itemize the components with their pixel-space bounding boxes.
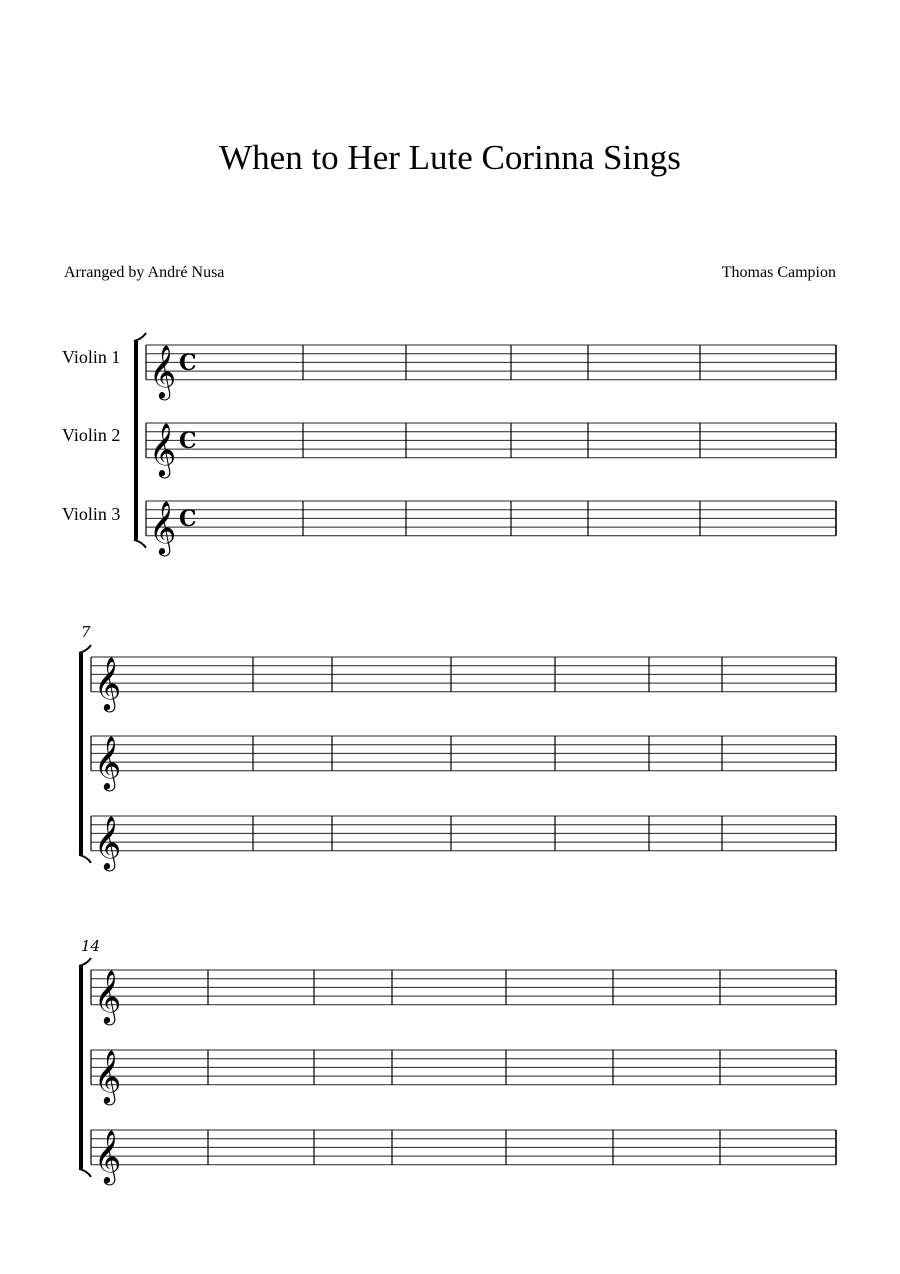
- system-bracket: [79, 653, 83, 855]
- bracket-bottom-hook: [79, 1169, 91, 1177]
- bracket-top-hook: [79, 645, 91, 653]
- score-title: When to Her Lute Corinna Sings: [219, 138, 681, 177]
- treble-clef-icon: 𝄞: [94, 655, 122, 710]
- bracket-top-hook: [79, 958, 91, 966]
- bracket-top-hook: [134, 333, 146, 341]
- composer-credit: Thomas Campion: [721, 264, 836, 281]
- treble-clef-icon: 𝄞: [94, 814, 122, 869]
- time-signature: C: [179, 506, 197, 533]
- treble-clef-icon: 𝄞: [94, 1048, 122, 1103]
- treble-clef-icon: 𝄞: [149, 343, 177, 398]
- treble-clef-icon: 𝄞: [149, 499, 177, 554]
- instrument-label-violin-3: Violin 3: [62, 504, 121, 524]
- measure-number: 14: [81, 937, 101, 955]
- time-signature: C: [179, 350, 197, 377]
- instrument-label-violin-1: Violin 1: [62, 347, 121, 367]
- treble-clef-icon: 𝄞: [94, 1128, 122, 1183]
- system-bracket: [79, 966, 83, 1169]
- bracket-bottom-hook: [79, 855, 91, 863]
- bracket-bottom-hook: [134, 540, 146, 548]
- treble-clef-icon: 𝄞: [94, 968, 122, 1023]
- measure-number: 7: [81, 623, 91, 641]
- instrument-label-violin-2: Violin 2: [62, 425, 121, 445]
- arranger-credit: Arranged by André Nusa: [64, 264, 225, 281]
- time-signature: C: [179, 428, 197, 455]
- treble-clef-icon: 𝄞: [149, 421, 177, 476]
- treble-clef-icon: 𝄞: [94, 734, 122, 789]
- system-bracket: [134, 341, 138, 540]
